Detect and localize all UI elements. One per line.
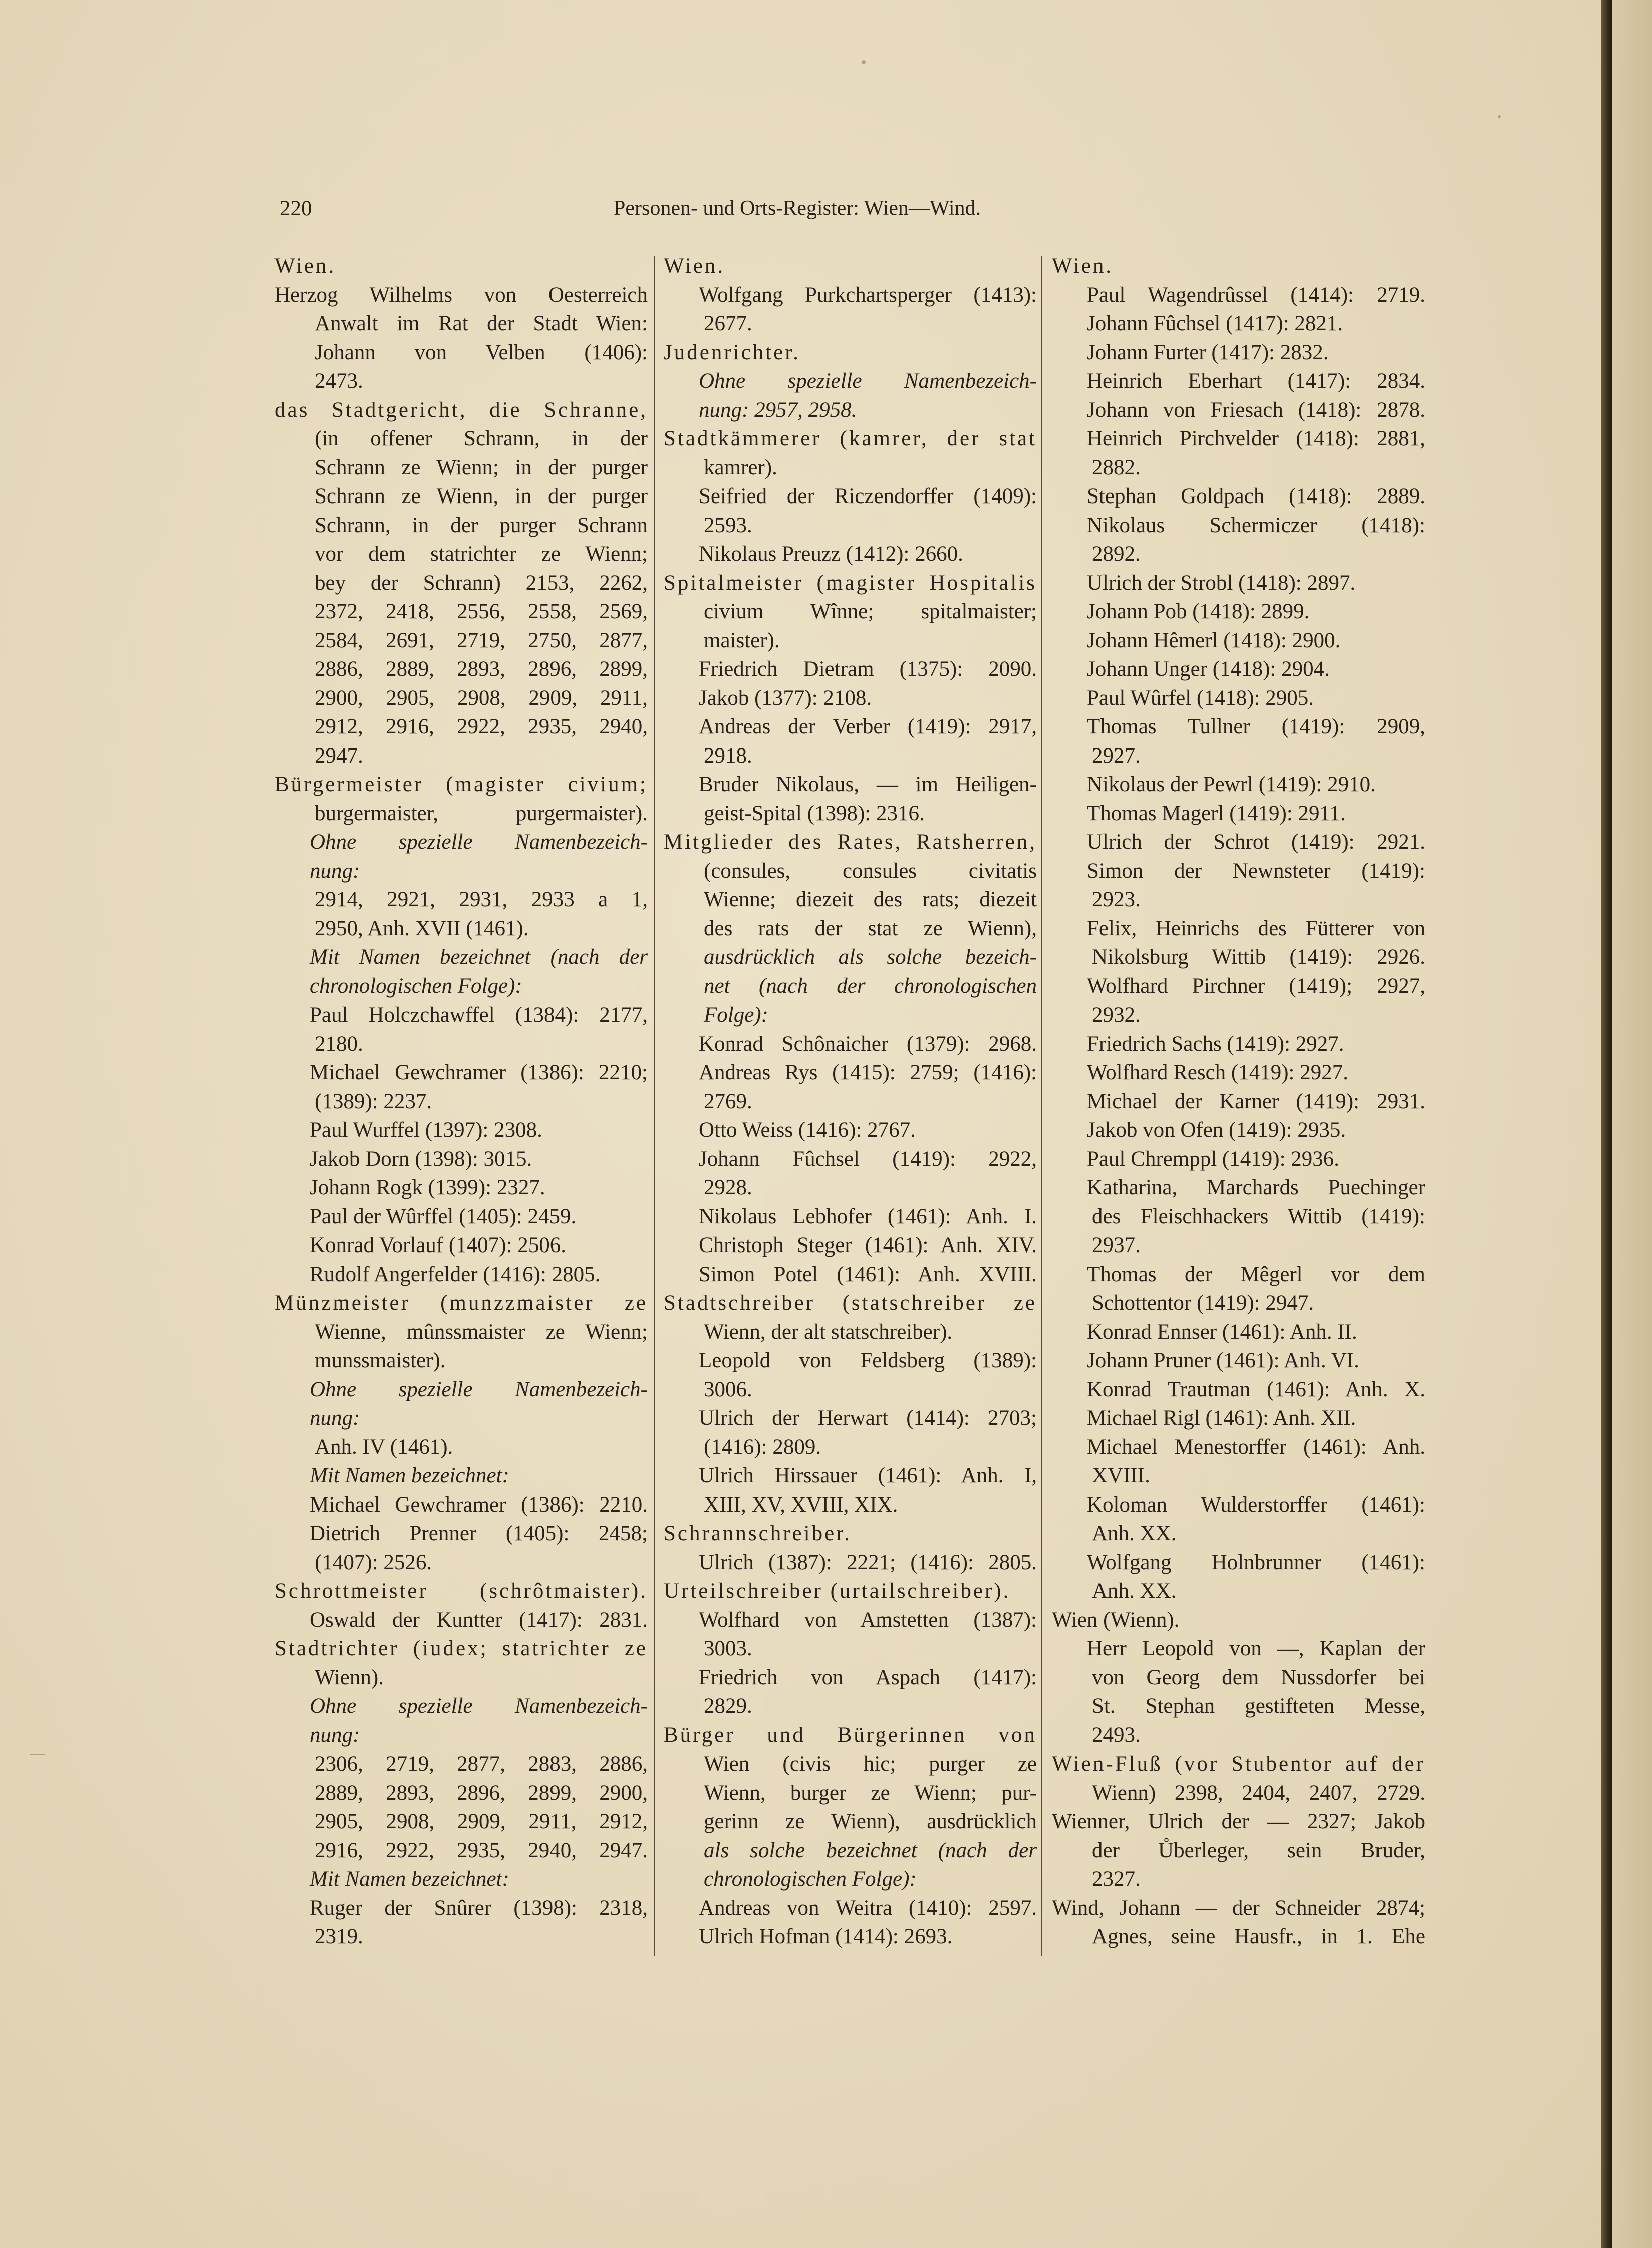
index-line: Stadtkämmerer (kamrer, der stat: [664, 427, 1037, 450]
index-line: Stadtschreiber (statschreiber ze: [664, 1291, 1037, 1315]
index-line: 2927.: [1092, 743, 1141, 768]
index-line: Paul Chremppl (1419): 2936.: [1087, 1147, 1340, 1171]
index-line: nung:: [310, 1723, 360, 1747]
index-line: Ohne spezielle Namenbezeich-: [699, 369, 1037, 393]
index-line: Wienn) 2398, 2404, 2407, 2729.: [1092, 1781, 1425, 1805]
index-line: Johann Pob (1418): 2899.: [1087, 600, 1310, 623]
index-line: 2327.: [1092, 1867, 1141, 1891]
index-line: 2180.: [315, 1032, 363, 1056]
index-line: des rats der stat ze Wienn),: [704, 916, 1037, 940]
index-line: 2914, 2921, 2931, 2933 a 1,: [315, 888, 648, 911]
index-line: Ulrich Hirssauer (1461): Anh. I,: [699, 1464, 1037, 1487]
index-line: Anh. XX.: [1092, 1579, 1177, 1603]
index-line: Wienn, der alt statschreiber).: [704, 1320, 953, 1344]
index-line: Agnes, seine Hausfr., in 1. Ehe: [1092, 1925, 1425, 1948]
index-line: St. Stephan gestifteten Messe,: [1092, 1694, 1425, 1718]
index-line: Michael Gewchramer (1386): 2210.: [310, 1492, 648, 1517]
index-line: maister).: [704, 628, 780, 652]
index-line: Paul Wûrfel (1418): 2905.: [1087, 686, 1314, 710]
index-line: 2886, 2889, 2893, 2896, 2899,: [315, 657, 648, 681]
index-line: Leopold von Feldsberg (1389):: [699, 1349, 1037, 1372]
index-line: 2918.: [704, 743, 752, 768]
index-line: Otto Weiss (1416): 2767.: [699, 1118, 916, 1142]
column-divider-1: [654, 256, 655, 1956]
index-line: Nikolaus der Pewrl (1419): 2910.: [1087, 773, 1376, 796]
index-line: 2947.: [315, 743, 363, 768]
index-line: Wien (Wienn).: [1052, 1608, 1180, 1632]
index-line: Michael Gewchramer (1386): 2210;: [310, 1061, 648, 1084]
column-divider-2: [1041, 256, 1042, 1956]
index-line: 2493.: [1092, 1723, 1141, 1747]
index-line: 2950, Anh. XVII (1461).: [315, 916, 529, 940]
index-line: 2912, 2916, 2922, 2935, 2940,: [315, 715, 648, 738]
index-line: 2923.: [1092, 888, 1141, 911]
index-line: chronologischen Folge):: [704, 1867, 917, 1891]
index-line: Jakob von Ofen (1419): 2935.: [1087, 1118, 1346, 1142]
index-line: Johann Fûchsel (1419): 2922,: [699, 1147, 1037, 1171]
index-line: XVIII.: [1092, 1464, 1150, 1487]
index-line: Nikolsburg Wittib (1419): 2926.: [1092, 945, 1425, 969]
index-line: Johann von Friesach (1418): 2878.: [1087, 398, 1425, 422]
index-line: Simon Potel (1461): Anh. XVIII.: [699, 1262, 1037, 1286]
index-line: 2319.: [315, 1925, 363, 1948]
index-line: Wienn, burger ze Wienn; pur-: [704, 1781, 1037, 1805]
index-line: Ohne spezielle Namenbezeich-: [310, 1377, 648, 1401]
index-line: 2916, 2922, 2935, 2940, 2947.: [315, 1838, 648, 1862]
index-line: Johann Furter (1417): 2832.: [1087, 340, 1329, 364]
index-line: Johann Hêmerl (1418): 2900.: [1087, 628, 1341, 652]
index-line: Johann Unger (1418): 2904.: [1087, 657, 1330, 681]
index-line: Bruder Nikolaus, — im Heiligen-: [699, 773, 1037, 796]
index-line: Jakob Dorn (1398): 3015.: [310, 1147, 532, 1171]
index-line: 2928.: [704, 1176, 752, 1199]
index-line: Münzmeister (munzzmaister ze: [274, 1291, 648, 1315]
index-line: 2306, 2719, 2877, 2883, 2886,: [315, 1752, 648, 1776]
index-line: Schrottmeister (schrôtmaister).: [274, 1579, 648, 1603]
index-line: Koloman Wulderstorffer (1461):: [1087, 1492, 1425, 1517]
index-line: Nikolaus Lebhofer (1461): Anh. I.: [699, 1204, 1037, 1228]
index-line: Judenrichter.: [664, 340, 800, 364]
index-line: Johann Fûchsel (1417): 2821.: [1087, 312, 1343, 335]
index-line: Paul Wurffel (1397): 2308.: [310, 1118, 542, 1142]
index-line: Katharina, Marchards Puechinger: [1087, 1176, 1425, 1199]
index-line: Folge):: [704, 1003, 768, 1027]
index-line: (1407): 2526.: [315, 1550, 432, 1574]
index-line: Schrann, in der purger Schrann: [315, 513, 648, 537]
index-line: Wind, Johann — der Schneider 2874;: [1052, 1896, 1425, 1920]
index-line: munssmaister).: [315, 1349, 446, 1372]
index-line: Ulrich Hofman (1414): 2693.: [699, 1925, 953, 1948]
index-line: bey der Schrann) 2153, 2262,: [315, 571, 648, 595]
index-line: Stadtrichter (iudex; statrichter ze: [274, 1637, 648, 1660]
index-line: Wien.: [1052, 254, 1114, 278]
paper-blemish: [30, 1754, 45, 1755]
index-line: Wolfhard Pirchner (1419); 2927,: [1087, 974, 1425, 998]
index-line: Christoph Steger (1461): Anh. XIV.: [699, 1233, 1037, 1257]
index-line: (in offener Schrann, in der: [315, 427, 648, 450]
index-line: 2889, 2893, 2896, 2899, 2900,: [315, 1781, 648, 1805]
index-line: Friedrich Sachs (1419): 2927.: [1087, 1032, 1344, 1056]
index-line: 2937.: [1092, 1233, 1141, 1257]
index-line: Rudolf Angerfelder (1416): 2805.: [310, 1262, 601, 1286]
index-line: Ohne spezielle Namenbezeich-: [310, 1694, 648, 1718]
index-line: burgermaister, purgermaister).: [315, 801, 648, 825]
adjacent-page-edge: [1612, 0, 1652, 2248]
index-line: Johann von Velben (1406):: [315, 340, 648, 364]
index-line: Ulrich der Schrot (1419): 2921.: [1087, 830, 1425, 854]
index-line: Schrannschreiber.: [664, 1522, 852, 1545]
index-line: Anwalt im Rat der Stadt Wien:: [315, 312, 648, 335]
index-line: gerinn ze Wienn), ausdrücklich: [704, 1810, 1037, 1833]
paper-blemish: [862, 60, 866, 64]
index-line: Wien.: [664, 254, 725, 278]
index-line: Wolfhard Resch (1419): 2927.: [1087, 1061, 1348, 1084]
index-line: Paul Holczchawffel (1384): 2177,: [310, 1003, 648, 1027]
index-line: Wienner, Ulrich der — 2327; Jakob: [1052, 1810, 1425, 1833]
index-line: XIII, XV, XVIII, XIX.: [704, 1492, 898, 1517]
index-line: Seifried der Riczendorffer (1409):: [699, 484, 1037, 508]
index-line: Heinrich Pirchvelder (1418): 2881,: [1087, 427, 1425, 450]
index-line: Konrad Schônaicher (1379): 2968.: [699, 1032, 1037, 1056]
index-line: Mit Namen bezeichnet (nach der: [310, 945, 648, 969]
index-line: Ruger der Snûrer (1398): 2318,: [310, 1896, 648, 1920]
index-line: 2593.: [704, 513, 752, 537]
index-line: 2473.: [315, 369, 363, 393]
book-spine-gutter: [1601, 0, 1612, 2248]
index-line: Ulrich der Herwart (1414): 2703;: [699, 1406, 1037, 1430]
index-line: kamrer).: [704, 455, 777, 479]
index-line: 2900, 2905, 2908, 2909, 2911,: [315, 686, 648, 710]
index-line: Ohne spezielle Namenbezeich-: [310, 830, 648, 854]
index-line: das Stadtgericht, die Schranne,: [274, 398, 648, 422]
paper-blemish: [1498, 115, 1501, 118]
index-line: nung: 2957, 2958.: [699, 398, 857, 422]
index-line: Nikolaus Schermiczer (1418):: [1087, 513, 1425, 537]
index-line: Thomas der Mêgerl vor dem: [1087, 1262, 1425, 1286]
index-line: Herr Leopold von —, Kaplan der: [1087, 1637, 1425, 1660]
index-line: 3003.: [704, 1637, 752, 1660]
index-line: Mit Namen bezeichnet:: [310, 1867, 509, 1891]
index-line: Anh. IV (1461).: [315, 1435, 453, 1459]
index-line: Michael der Karner (1419): 2931.: [1087, 1089, 1425, 1113]
index-line: Ulrich der Strobl (1418): 2897.: [1087, 571, 1356, 595]
running-title: Personen- und Orts-Register: Wien—Wind.: [614, 197, 981, 220]
index-line: Schrann ze Wienn; in der purger: [315, 455, 648, 479]
index-line: (1416): 2809.: [704, 1435, 821, 1459]
index-line: Heinrich Eberhart (1417): 2834.: [1087, 369, 1425, 393]
index-line: Oswald der Kuntter (1417): 2831.: [310, 1608, 648, 1632]
index-line: der Ůberleger, sein Bruder,: [1092, 1838, 1425, 1862]
index-line: Stephan Goldpach (1418): 2889.: [1087, 484, 1425, 508]
index-line: Bürger und Bürgerinnen von: [664, 1723, 1037, 1747]
index-column-2: [664, 252, 1037, 1951]
index-line: Anh. XX.: [1092, 1522, 1177, 1545]
index-line: Friedrich Dietram (1375): 2090.: [699, 657, 1037, 681]
index-line: Michael Rigl (1461): Anh. XII.: [1087, 1406, 1356, 1430]
index-line: Johann Pruner (1461): Anh. VI.: [1087, 1349, 1359, 1372]
index-column-3: [1052, 252, 1425, 1951]
index-line: ausdrücklich als solche bezeich-: [704, 945, 1037, 969]
page-number: 220: [280, 197, 312, 220]
index-line: Konrad Ennser (1461): Anh. II.: [1087, 1320, 1357, 1344]
index-line: Wienn).: [315, 1665, 384, 1689]
index-column-1: [274, 252, 648, 1951]
index-line: Felix, Heinrichs des Fütterer von: [1087, 916, 1425, 940]
index-line: 2769.: [704, 1089, 752, 1113]
index-line: Wien-Fluß (vor Stubentor auf der: [1052, 1752, 1425, 1776]
index-line: Wienne, mûnssmaister ze Wienn;: [315, 1320, 648, 1344]
index-line: chronologischen Folge):: [310, 974, 522, 998]
index-line: Thomas Tullner (1419): 2909,: [1087, 715, 1425, 738]
index-line: Friedrich von Aspach (1417):: [699, 1665, 1037, 1689]
index-line: Dietrich Prenner (1405): 2458;: [310, 1522, 648, 1545]
index-line: 2892.: [1092, 542, 1141, 566]
index-line: Paul Wagendrûssel (1414): 2719.: [1087, 283, 1425, 307]
index-line: Andreas von Weitra (1410): 2597.: [699, 1896, 1037, 1920]
index-line: 2905, 2908, 2909, 2911, 2912,: [315, 1810, 648, 1833]
index-line: 2584, 2691, 2719, 2750, 2877,: [315, 628, 648, 652]
index-line: des Fleischhackers Wittib (1419):: [1092, 1204, 1425, 1228]
index-line: Konrad Vorlauf (1407): 2506.: [310, 1233, 566, 1257]
index-line: Wien.: [274, 254, 336, 278]
index-line: Thomas Magerl (1419): 2911.: [1087, 801, 1346, 825]
index-line: Wolfhard von Amstetten (1387):: [699, 1608, 1037, 1632]
index-line: Herzog Wilhelms von Oesterreich: [274, 283, 648, 307]
index-line: Paul der Wûrffel (1405): 2459.: [310, 1204, 577, 1228]
index-line: vor dem statrichter ze Wienn;: [315, 542, 648, 566]
index-line: 2372, 2418, 2556, 2558, 2569,: [315, 600, 648, 623]
index-line: Konrad Trautman (1461): Anh. X.: [1087, 1377, 1425, 1401]
index-line: Wienne; diezeit des rats; diezeit: [704, 888, 1037, 911]
index-line: Wien (civis hic; purger ze: [704, 1752, 1037, 1776]
index-line: Bürgermeister (magister civium;: [274, 773, 648, 796]
index-line: Wolfgang Holnbrunner (1461):: [1087, 1550, 1425, 1574]
index-line: Michael Menestorffer (1461): Anh.: [1087, 1435, 1425, 1459]
index-line: Nikolaus Preuzz (1412): 2660.: [699, 542, 963, 566]
index-line: civium Wînne; spitalmaister;: [704, 600, 1037, 623]
index-line: Mitglieder des Rates, Ratsherren,: [664, 830, 1037, 854]
index-line: von Georg dem Nussdorfer bei: [1092, 1665, 1425, 1689]
index-line: Wolfgang Purkchartsperger (1413):: [699, 283, 1037, 307]
index-line: (1389): 2237.: [315, 1089, 432, 1113]
index-line: Andreas Rys (1415): 2759; (1416):: [699, 1061, 1037, 1084]
index-line: Jakob (1377): 2108.: [699, 686, 872, 710]
index-line: nung:: [310, 1406, 360, 1430]
index-line: Andreas der Verber (1419): 2917,: [699, 715, 1037, 738]
index-line: nung:: [310, 859, 360, 883]
index-line: als solche bezeichnet (nach der: [704, 1838, 1037, 1862]
index-line: geist-Spital (1398): 2316.: [704, 801, 925, 825]
index-line: Schrann ze Wienn, in der purger: [315, 484, 648, 508]
index-line: (consules, consules civitatis: [704, 859, 1037, 883]
index-line: Mit Namen bezeichnet:: [310, 1464, 509, 1487]
index-line: 3006.: [704, 1377, 752, 1401]
index-line: 2677.: [704, 312, 752, 335]
index-line: 2932.: [1092, 1003, 1141, 1027]
index-line: 2882.: [1092, 455, 1141, 479]
index-line: Spitalmeister (magister Hospitalis: [664, 571, 1037, 595]
index-line: Johann Rogk (1399): 2327.: [310, 1176, 545, 1199]
index-line: net (nach der chronologischen: [704, 974, 1037, 998]
index-line: Simon der Newnsteter (1419):: [1087, 859, 1425, 883]
index-line: 2829.: [704, 1694, 752, 1718]
index-line: Urteilschreiber (urtailschreiber).: [664, 1579, 1011, 1603]
index-line: Ulrich (1387): 2221; (1416): 2805.: [699, 1550, 1037, 1574]
index-line: Schottentor (1419): 2947.: [1092, 1291, 1314, 1315]
